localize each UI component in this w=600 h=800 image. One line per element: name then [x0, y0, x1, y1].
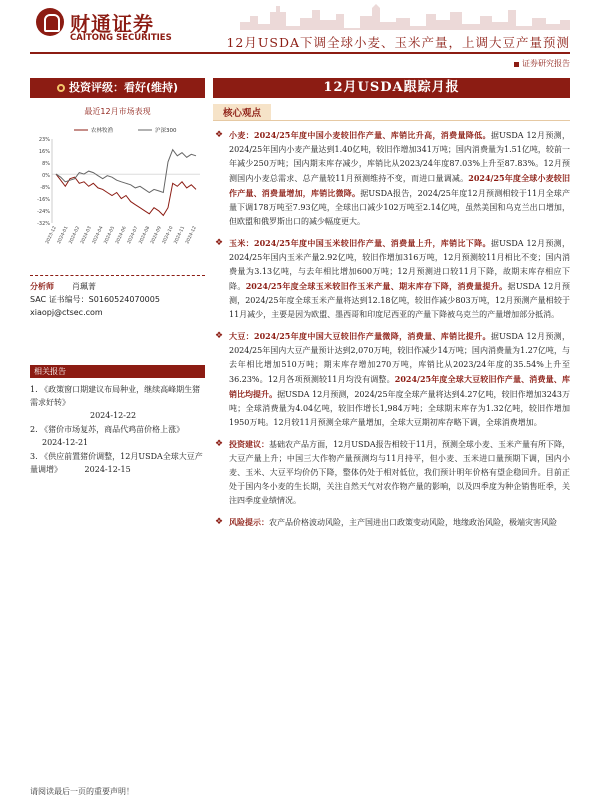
- diamond-bullet-icon: ❖: [215, 331, 224, 341]
- soybean-paragraph: ❖ 大豆：2024/25年度中国大豆较旧作产量微降，消费量、库销比提升。据USDA 12月预测，2024/25年国内大豆产量预计达到2,070万吨，较旧作减少14万吨；国内消费量为1.27亿吨，与去年相比增加510万吨；期末库存增加270万吨，库销比从2023/24年度的35.54%上升至36.23%。12月各项预测较11月均没有调整。2024/25年度全球大豆较旧作产量、消费量、库销比均提升。据USDA 12月预测，2024/25年度全球产量将达到4.27亿吨，较旧作增加3243万吨；全球消费量为4.04亿吨，较旧作增长1,984万吨；全球期末库存为1.32亿吨，较旧作增加1950万吨。12月较11月预测全球产量增加，全球大豆期初库存略下调，全球消费增加。: [215, 331, 571, 427]
- sidebar: [30, 78, 205, 477]
- diamond-bullet-icon: ❖: [215, 130, 224, 140]
- caitong-logo: [36, 8, 186, 48]
- risk-warning-paragraph: ❖ 风险提示：农产品价格波动风险，主产国进出口政策变动风险，地缘政治风险，极端灾害风险: [215, 517, 557, 527]
- agri-series-line: [56, 174, 196, 215]
- y-tick-label: 23%: [38, 137, 50, 143]
- report-title: 12月USDA下调全球小麦、玉米产量，上调大豆产量预测: [226, 35, 570, 50]
- y-tick-label: -24%: [37, 209, 50, 215]
- diamond-bullet-icon: ❖: [215, 517, 224, 527]
- square-icon: [514, 62, 519, 67]
- footer-disclaimer: 请阅读最后一页的重要声明！: [30, 787, 134, 796]
- x-tick-label: 2024-04: [91, 225, 105, 245]
- chart-caption: 最近12月市场表现: [84, 107, 151, 116]
- x-tick-label: 2024-07: [126, 225, 140, 245]
- hs300-series-line: [56, 150, 196, 193]
- related-report-item[interactable]: 1. 《政策窗口期建议布局种业，继续高峰期生猪需求好转》 2024-12-22: [30, 385, 201, 420]
- x-tick-label: 2024-10: [161, 225, 175, 245]
- logo-english-name: CAITONG SECURITIES: [70, 33, 172, 43]
- report-type-label: 证券研究报告: [514, 58, 570, 69]
- related-report-item[interactable]: 2. 《猪价市场复苏，商品代鸡苗价格上涨》 2024-12-21: [30, 425, 185, 447]
- investment-advice-paragraph: ❖ 投资建议：基础农产品方面，12月USDA报告相较于11月，预测全球小麦、玉米产量有所下降，大豆产量上升；中国三大作物产量预测均与11月持平，但小麦、玉米进口量预期下调，国内小麦、玉米、大豆平均价仍下降，整体仍处于相对低位，我们预计明年价格有望企稳回升。目前正处于国内冬小麦的生长期，关注自然天气对农作物产量的影响，以及四季度为种企销售旺季，关注四季度业绩情况。: [215, 439, 570, 505]
- main-content: [213, 78, 570, 530]
- x-tick-label: 2024-11: [173, 225, 187, 245]
- related-reports-title: 相关报告: [30, 365, 205, 378]
- city-skyline-decoration: [240, 2, 570, 30]
- x-tick-label: 2024-08: [138, 225, 152, 245]
- main-title: 12月USDA跟踪月报: [213, 78, 570, 98]
- diamond-bullet-icon: ❖: [215, 439, 224, 449]
- logo-mark-icon: [36, 8, 64, 36]
- x-tick-label: 2024-06: [115, 225, 128, 245]
- core-view-heading: 核心观点: [213, 104, 271, 120]
- x-tick-label: 2024-09: [150, 225, 163, 245]
- pin-icon: [57, 84, 65, 92]
- report-header: [0, 0, 600, 70]
- legend-label: 沪深300: [155, 128, 177, 134]
- analyst-name: 肖珮菁: [72, 282, 96, 291]
- investment-rating: 投资评级：看好(维持): [30, 78, 205, 98]
- market-performance-chart: [30, 123, 205, 263]
- x-tick-label: 2024-05: [103, 225, 117, 245]
- analyst-email[interactable]: xiaopj@ctsec.com: [30, 308, 103, 317]
- y-tick-label: 0%: [42, 173, 50, 179]
- y-tick-label: -8%: [40, 185, 50, 191]
- sac-number: SAC 证书编号：S0160524070005: [30, 295, 160, 304]
- diamond-bullet-icon: ❖: [215, 238, 224, 248]
- x-tick-label: 2024-01: [56, 225, 70, 245]
- analyst-label: 分析师: [30, 282, 54, 291]
- y-tick-label: -32%: [37, 221, 50, 227]
- analyst-info: [30, 275, 205, 319]
- x-tick-label: 2024-02: [68, 225, 82, 245]
- x-tick-label: 2023-12: [45, 225, 58, 245]
- related-report-item[interactable]: 3. 《供应前置猪价调整，12月USDA全球大豆产量调增》 2024-12-15: [30, 452, 203, 474]
- y-tick-label: -16%: [37, 197, 50, 203]
- header-divider: [30, 52, 570, 54]
- y-tick-label: 8%: [42, 161, 50, 167]
- y-tick-label: 16%: [38, 149, 50, 155]
- x-tick-label: 2024-12: [185, 225, 198, 245]
- wheat-paragraph: ❖ 小麦：2024/25年度中国小麦较旧作产量、库销比升高，消费量降低。据USDA 12月预测，2024/25年国内小麦产量达到1.40亿吨，较旧作增加341万吨；国内消费量为1.51亿吨，较前一年减少250万吨；国内期末库存减少，库销比从2023/24年度87.03%上升至87.83%。12月预测国内小麦总需求、总产量较11月预测维持不变，而进口量调减。2024/25年度全球小麦较旧作产量、消费量增加，库销比微降。据USDA报告，2024/25年度12月预测相较于11月全球产量下调178万吨至7.93亿吨，全球出口减少102万吨至2.14亿吨，虽然美国和乌克兰出口增加，但欧盟和俄罗斯出口的减少幅度更大。: [215, 130, 571, 226]
- legend-label: 农林牧渔: [91, 128, 114, 134]
- x-tick-label: 2024-03: [80, 225, 93, 245]
- logo-chinese-name: 财通证券: [70, 12, 154, 36]
- section-divider: [213, 120, 570, 121]
- related-reports-list: [30, 383, 205, 476]
- corn-paragraph: ❖ 玉米：2024/25年度中国玉米较旧作产量、消费量上升，库销比下降。据USDA 12月预测，2024/25年国内玉米产量2.92亿吨，较旧作增加316万吨，12月预测较11月相比不变；国内消费量为3.13亿吨，与去年相比增加600万吨；12月预测进口较11月下降，故期末库存相应下降。2024/25年度全球玉米较旧作玉米产量、期末库存下降，消费量提升。据USDA 12月预测，2024/25年度全球玉米产量将达到12.18亿吨，较旧作减少803万吨，12月预测产量相较于11月减少，主要是因为欧盟、墨西哥和印度尼西亚的产量下降被乌克兰的产量增加部分抵消。: [215, 238, 571, 319]
